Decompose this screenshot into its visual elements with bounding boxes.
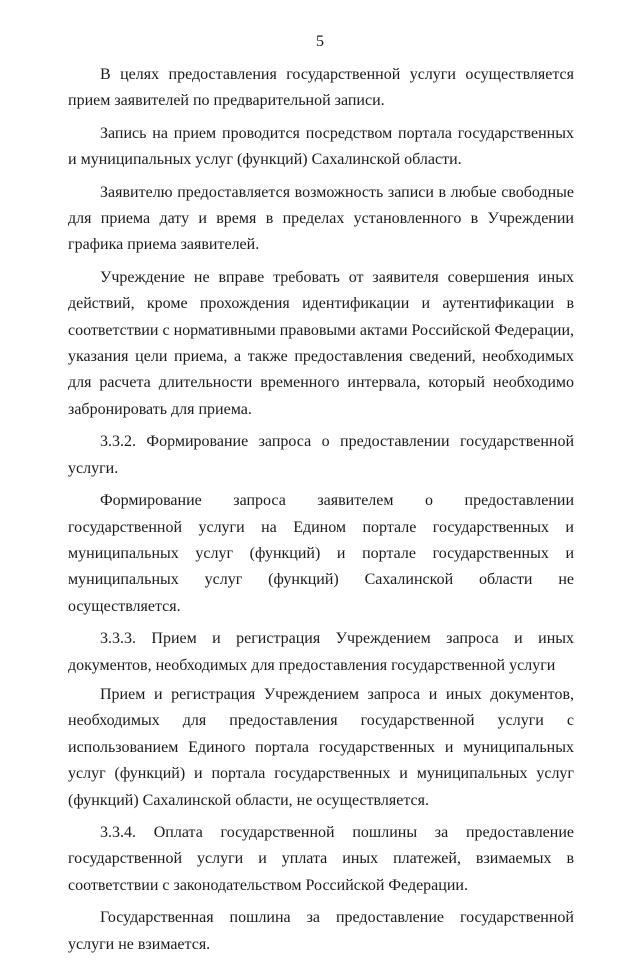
paragraph-appointment-schedule: Заявителю предоставляется возможность записи в любые свободные для приема дату и время в пределах установленного в Учреждении графика приема заявителей. xyxy=(68,183,574,254)
paragraph-request-registration: Прием и регистрация Учреждением запроса и иных документов, необходимых для предоставления государственной услуги с использованием Единого портала государственных и муниципальных услуг (функций) и портала государственных и муниципальных услуг (функций) Сахалинской области, не осуществляется. xyxy=(68,685,574,809)
page-number: 5 xyxy=(316,33,324,50)
paragraph-request-formation: Формирование запроса заявителем о предоставлении государственной услуги на Едином портале государственных и муниципальных услуг (функций) и портале государственных и муниципальных услуг (функций) Сахалинской области не осуществляется. xyxy=(68,492,574,615)
paragraph-state-duty: Государственная пошлина за предоставление государственной услуги не взимается. xyxy=(68,909,574,953)
paragraph-appointment-portal: Запись на прием проводится посредством портала государственных и муниципальных услуг (функций) Сахалинской области. xyxy=(68,124,574,169)
document-body xyxy=(68,62,574,964)
section-heading-3-3-4: 3.3.4. Оплата государственной пошлины за предоставление государственной услуги и уплата иных платежей, взимаемых в соответствии с законодательством Российской Федерации. xyxy=(68,823,574,894)
paragraph-institution-restrictions: Учреждение не вправе требовать от заявителя совершения иных действий, кроме прохождения идентификации и аутентификации в соответствии с нормативными правовыми актами Российской Федерации, указания цели приема, а также предоставления сведений, необходимых для расчета длительности временного интервала, который необходимо забронировать для приема. xyxy=(68,268,574,418)
section-heading-3-3-2: 3.3.2. Формирование запроса о предоставлении государственной услуги. xyxy=(68,433,574,477)
section-heading-3-3-3: 3.3.3. Прием и регистрация Учреждением запроса и иных документов, необходимых для предоставления государственной услуги xyxy=(68,630,574,674)
paragraph-appointment-intro: В целях предоставления государственной услуги осуществляется прием заявителей по предварительной записи. xyxy=(68,66,574,110)
